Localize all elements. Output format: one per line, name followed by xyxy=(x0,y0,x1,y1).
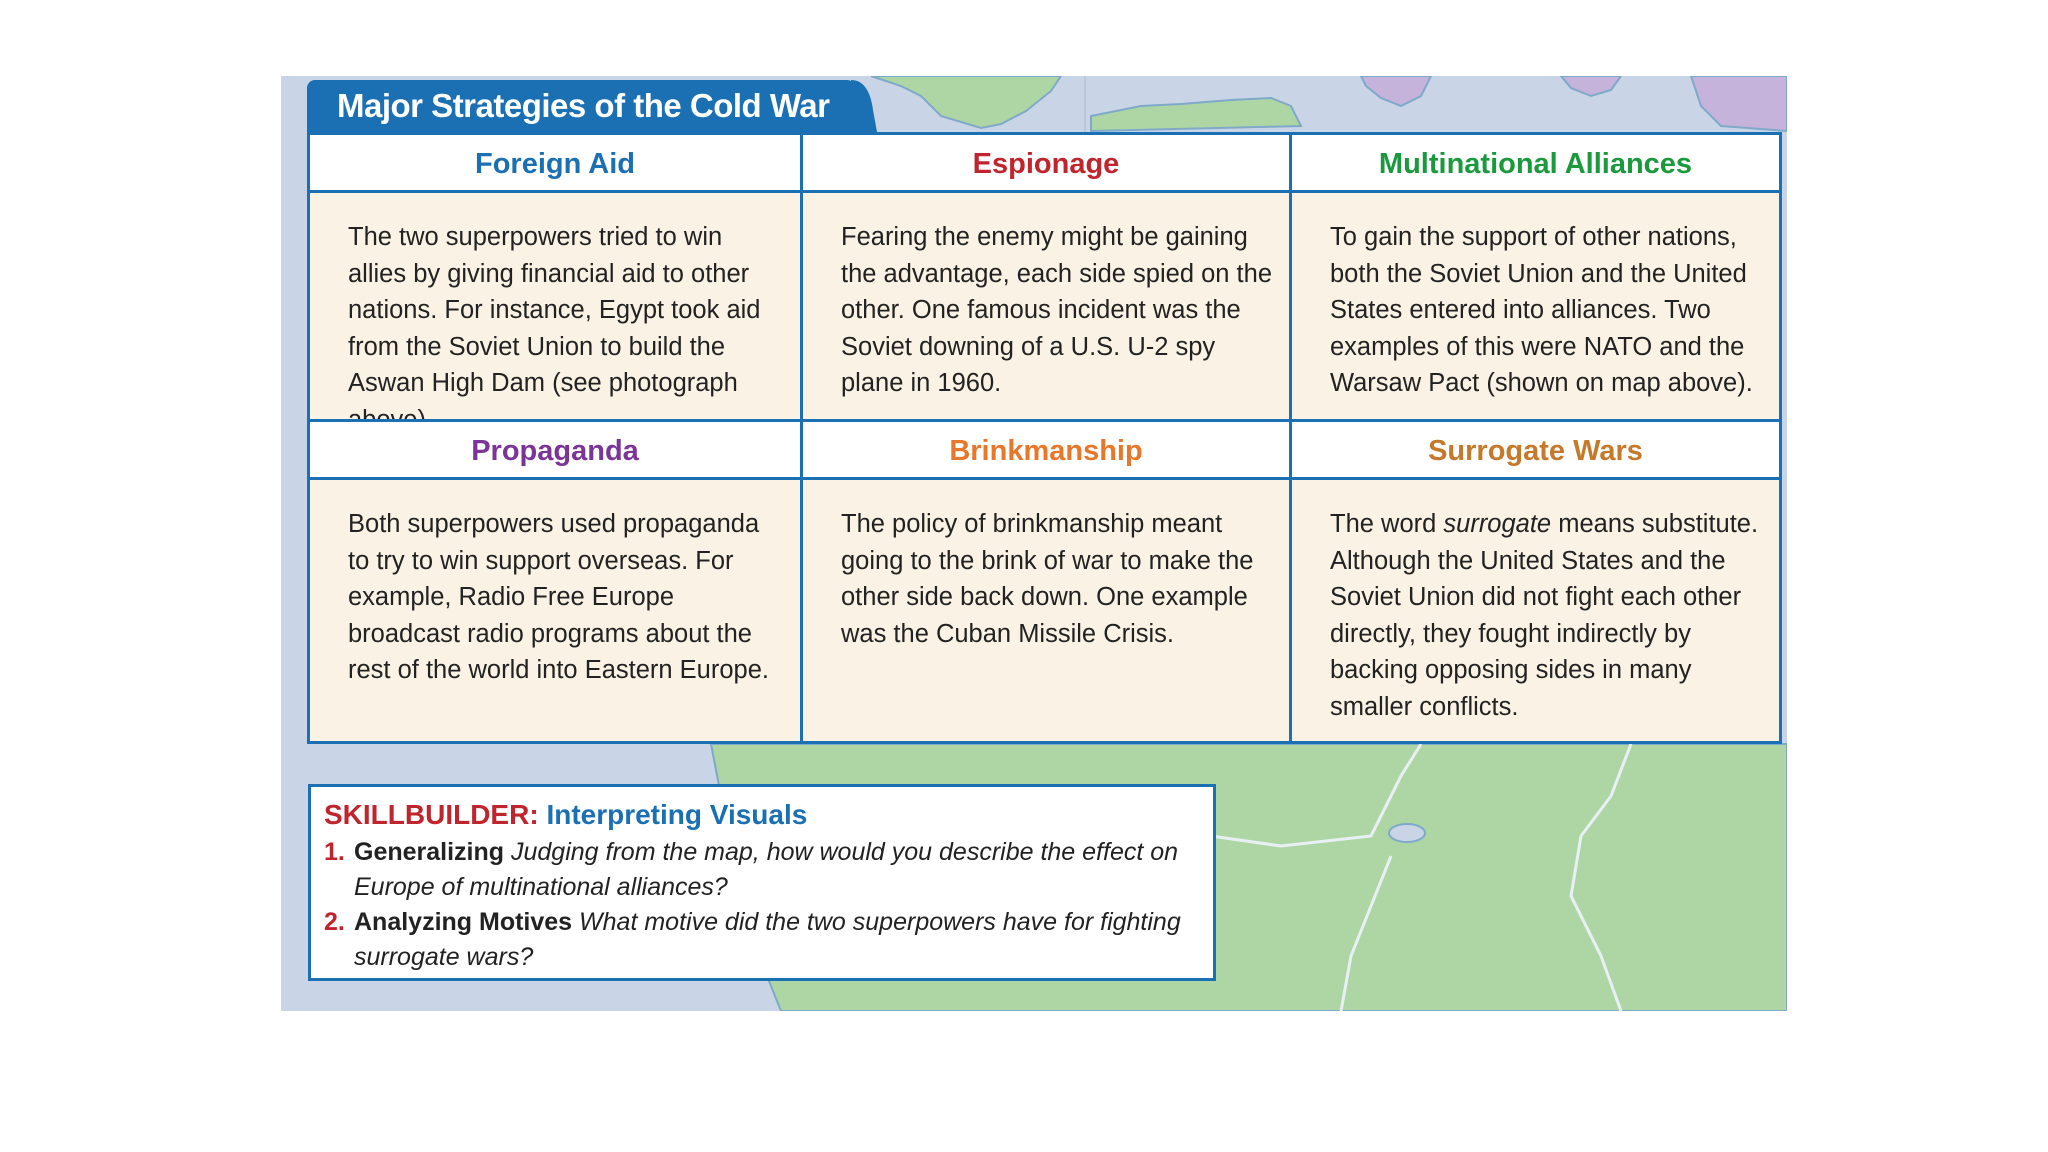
body-brinkmanship: The policy of brinkmanship meant going to the brink of war to make the other side back down. One example was the Cuban Missile Crisis. xyxy=(841,510,1254,648)
skillbuilder-heading xyxy=(324,795,1201,835)
skillbuilder-box xyxy=(308,784,1216,981)
heading-foreign-aid: Foreign Aid xyxy=(310,135,800,190)
strategies-table xyxy=(307,132,1782,744)
skillbuilder-label: SKILLBUILDER: xyxy=(324,799,539,830)
body-surrogate-wars xyxy=(1292,480,1779,741)
question-skill: Generalizing xyxy=(354,838,505,866)
emphasized-word: surrogate xyxy=(1443,510,1552,538)
question-item xyxy=(324,835,1201,905)
question-number: 2. xyxy=(324,908,345,936)
heading-multinational-alliances: Multinational Alliances xyxy=(1292,135,1779,190)
body-text: The word xyxy=(1330,510,1444,538)
title-tab-corner xyxy=(851,80,881,132)
infographic-panel xyxy=(281,76,1787,1011)
body-espionage: Fearing the enemy might be gaining the advantage, each side spied on the other. One famous incident was the Soviet downing of a U.S. U-2 spy plane in 1960. xyxy=(841,223,1272,397)
question-text: What motive did the two superpowers have for fighting surrogate wars? xyxy=(354,908,1181,971)
question-number: 1. xyxy=(324,838,345,866)
body-propaganda: Both superpowers used propaganda to try to win support overseas. For example, Radio Free Europe broadcast radio programs about the rest of the world into Eastern Europe. xyxy=(348,510,769,684)
question-skill: Analyzing Motives xyxy=(354,908,573,936)
page-title: Major Strategies of the Cold War xyxy=(307,80,855,132)
body-multinational-alliances: To gain the support of other nations, both the Soviet Union and the United States entered into alliances. Two examples of this were NATO and the Warsaw Pact (shown on map above). xyxy=(1330,223,1753,397)
heading-surrogate-wars: Surrogate Wars xyxy=(1292,422,1779,477)
heading-propaganda: Propaganda xyxy=(310,422,800,477)
map-lake xyxy=(1389,824,1425,842)
heading-brinkmanship: Brinkmanship xyxy=(803,422,1289,477)
column-divider xyxy=(1289,135,1292,741)
column-divider xyxy=(800,135,803,741)
skillbuilder-subtitle: Interpreting Visuals xyxy=(546,799,808,830)
question-text: Judging from the map, how would you describe the effect on Europe of multinational alliances? xyxy=(354,838,1179,901)
question-item xyxy=(324,905,1201,975)
body-text: means substitute. Although the United States and the Soviet Union did not fight each other directly, they fought indirectly by backing opposing sides in many smaller conflicts. xyxy=(1330,510,1759,721)
body-foreign-aid: The two superpowers tried to win allies by giving financial aid to other nations. For instance, Egypt took aid from the Soviet Union to build the Aswan High Dam (see photograph xyxy=(348,223,761,397)
heading-espionage: Espionage xyxy=(803,135,1289,190)
